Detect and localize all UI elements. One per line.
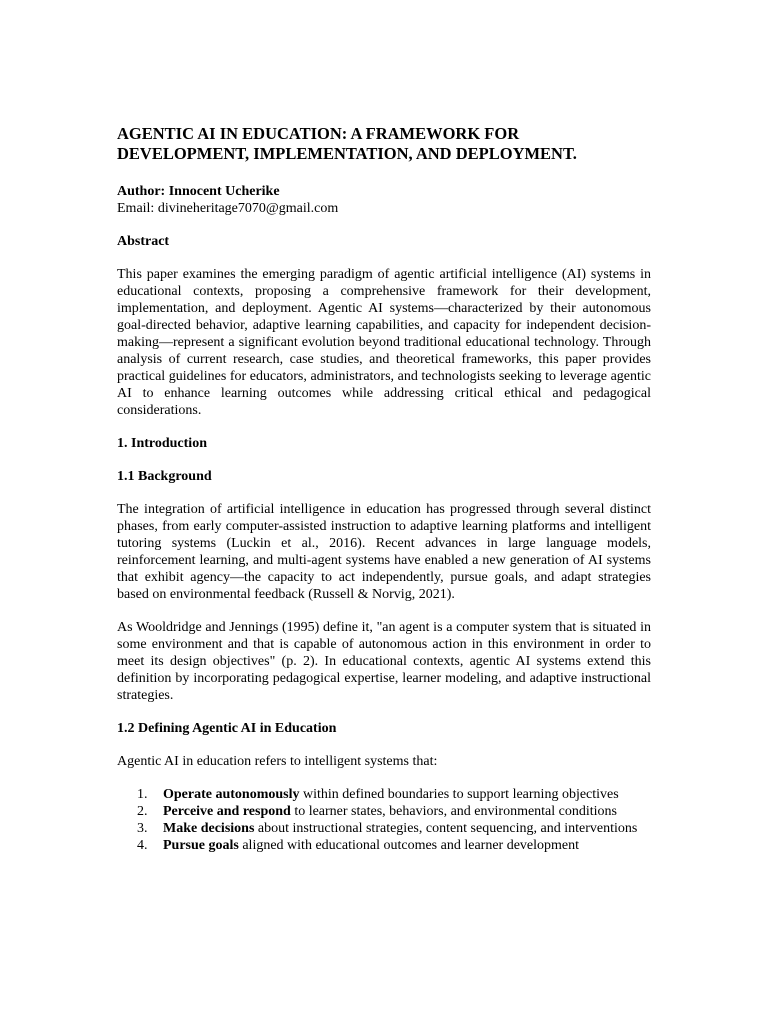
author-email: Email: divineheritage7070@gmail.com [117, 201, 339, 216]
definition-list [117, 786, 651, 854]
list-item [117, 803, 651, 820]
list-number: 2. [137, 804, 148, 819]
list-item-bold: Pursue goals [163, 838, 239, 853]
list-item-bold: Perceive and respond [163, 804, 291, 819]
list-item-bold: Make decisions [163, 821, 255, 836]
list-number: 4. [137, 838, 148, 853]
paper-title: AGENTIC AI IN EDUCATION: A FRAMEWORK FOR DEVELOPMENT, IMPLEMENTATION, AND DEPLOYMENT. [117, 124, 577, 163]
list-item-text: within defined boundaries to support learning objectives [299, 787, 619, 802]
author-name: Author: Innocent Ucherike [117, 184, 280, 199]
list-item [117, 820, 651, 837]
list-item-text: about instructional strategies, content sequencing, and interventions [254, 821, 638, 836]
background-paragraph-2: As Wooldridge and Jennings (1995) define it, "an agent is a computer system that is situated in some environment and that is capable of autonomous action in this environment in order to meet its design objectives" (p. 2). In educational contexts, agentic AI systems extend this definition by incorporating pedagogical expertise, learner modeling, and adaptive instructional strategies. [117, 620, 651, 703]
subsection-heading-background: 1.1 Background [117, 469, 212, 484]
background-paragraph-1: The integration of artificial intelligence in education has progressed through several distinct phases, from early computer-assisted instruction to adaptive learning platforms and intelligent tutoring systems (Luckin et al., 2016). Recent advances in large language models, reinforcement learning, and multi-agent systems have enabled a new generation of AI systems that exhibit agency—the capacity to act independently, pursue goals, and adapt strategies based on environmental feedback (Russell & Norvig, 2021). [117, 502, 651, 602]
document-page [117, 124, 651, 854]
list-item-text: to learner states, behaviors, and environmental conditions [290, 804, 617, 819]
subsection-heading-defining: 1.2 Defining Agentic AI in Education [117, 721, 337, 736]
defining-intro: Agentic AI in education refers to intelligent systems that: [117, 754, 438, 769]
abstract-heading: Abstract [117, 234, 170, 249]
list-item [117, 837, 651, 854]
list-item-text: aligned with educational outcomes and learner development [238, 838, 579, 853]
author-line [117, 183, 651, 200]
list-item [117, 786, 651, 803]
abstract-text: This paper examines the emerging paradigm of agentic artificial intelligence (AI) systems in educational contexts, proposing a comprehensive framework for their development, implementation, and deployment. Agentic AI systems—characterized by their autonomous goal-directed behavior, adaptive learning capabilities, and capacity for independent decision-making—represent a significant evolution beyond traditional educational technology. Through analysis of current research, case studies, and theoretical frameworks, this paper provides practical guidelines for educators, administrators, and technologists seeking to leverage agentic AI to enhance learning outcomes while addressing critical ethical and pedagogical considerations. [117, 267, 651, 418]
list-number: 1. [137, 787, 148, 802]
section-heading-introduction: 1. Introduction [117, 436, 207, 451]
list-item-bold: Operate autonomously [163, 787, 300, 802]
list-number: 3. [137, 821, 148, 836]
